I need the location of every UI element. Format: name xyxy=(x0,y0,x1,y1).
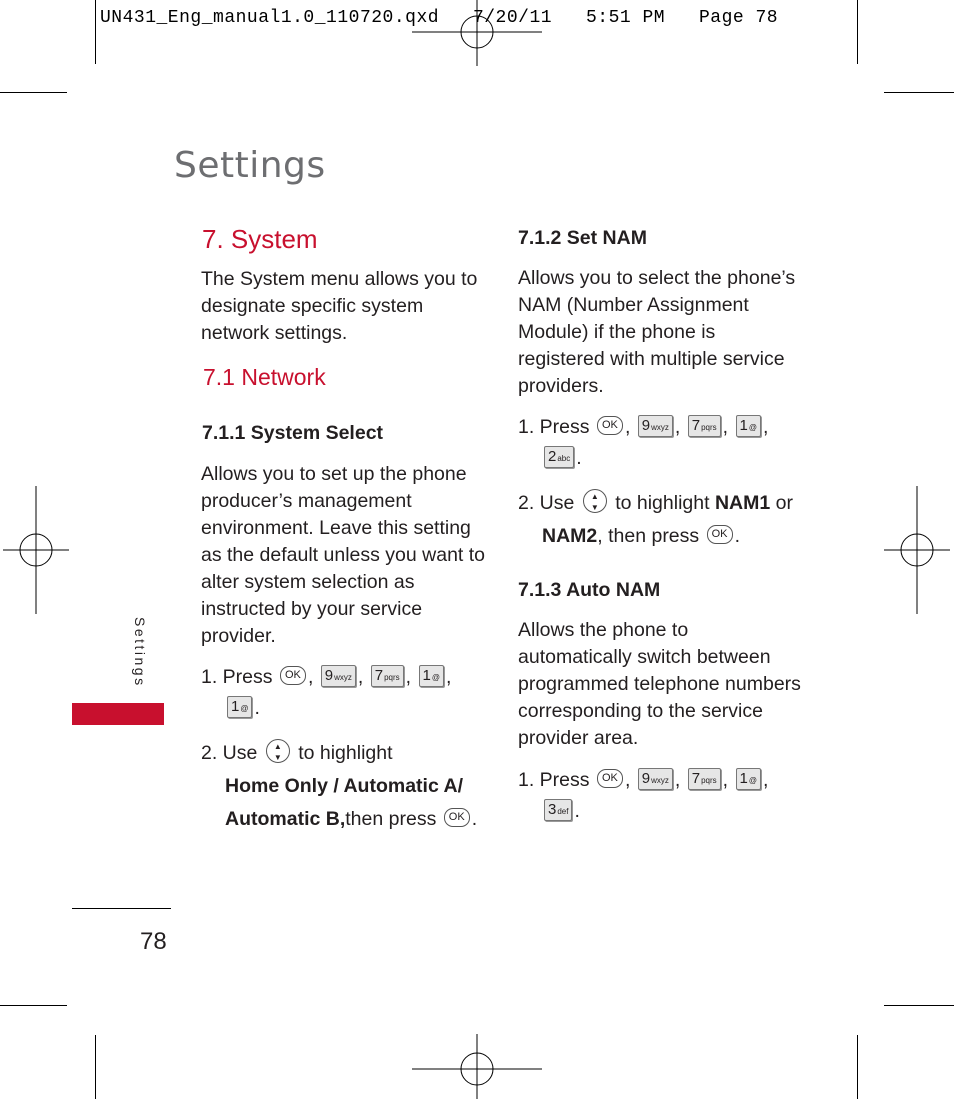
registration-mark-bottom xyxy=(412,1034,542,1099)
text-line: automatically switch between xyxy=(518,646,771,668)
text-line: Module) if the phone is xyxy=(518,321,716,343)
key-2-icon: 2abc xyxy=(544,446,574,468)
crop-mark xyxy=(95,1035,96,1099)
text-line: Allows you to select the phone’s xyxy=(518,267,796,289)
text-line: registered with multiple service xyxy=(518,348,785,370)
crop-mark xyxy=(857,0,858,64)
step-label: 2. Use xyxy=(518,492,575,514)
nav-key-icon: ▲ ▼ xyxy=(583,489,607,513)
text-line: network settings. xyxy=(201,322,348,344)
key-9-icon: 9wxyz xyxy=(321,665,356,687)
text-line: Allows you to set up the phone xyxy=(201,463,467,485)
set-nam-step-2: 2. Use ▲ ▼ to highlight NAM1 or NAM2, then press OK . xyxy=(518,490,818,550)
ok-key-icon: OK xyxy=(597,769,623,788)
footer-rule xyxy=(72,908,171,909)
auto-nam-body xyxy=(518,617,818,752)
registration-mark-left xyxy=(3,486,69,614)
ok-key-icon: OK xyxy=(597,416,623,435)
key-1-icon: 1@ xyxy=(419,665,444,687)
crop-mark xyxy=(95,0,96,64)
key-7-icon: 7pqrs xyxy=(371,665,404,687)
step-options: Automatic B, xyxy=(225,808,346,830)
crop-mark xyxy=(884,1005,954,1006)
system-select-step-2: 2. Use ▲ ▼ to highlight Home Only / Automatic A/ Automatic B,then press OK . xyxy=(201,740,491,833)
crop-mark xyxy=(884,92,954,93)
registration-mark-right xyxy=(884,486,950,614)
side-tab-marker xyxy=(72,703,164,725)
side-tab-label: Settings xyxy=(132,617,148,688)
key-3-icon: 3def xyxy=(544,799,572,821)
key-1-icon: 1@ xyxy=(736,768,761,790)
text-line: instructed by your service xyxy=(201,598,423,620)
set-nam-body xyxy=(518,265,818,400)
key-7-icon: 7pqrs xyxy=(688,415,721,437)
step-options: Home Only / Automatic A/ xyxy=(225,775,463,797)
crop-mark xyxy=(857,1035,858,1099)
ok-key-icon: OK xyxy=(707,525,733,544)
step-text: or xyxy=(775,492,793,514)
key-9-icon: 9wxyz xyxy=(638,768,673,790)
text-line: producer’s management xyxy=(201,490,412,512)
auto-nam-step-1: 1. Press OK , 9wxyz , 7pqrs , 1@ , 3def . xyxy=(518,769,769,822)
ok-key-icon: OK xyxy=(444,808,470,827)
section-title: 7. System xyxy=(202,224,318,254)
system-select-step-1: 1. Press OK , 9wxyz , 7pqrs , 1@ , 1@ . xyxy=(201,666,452,719)
step-option: NAM1 xyxy=(714,492,771,514)
step-label: 1. Press xyxy=(518,769,590,791)
text-line: as the default unless you want to xyxy=(201,544,486,566)
crop-mark xyxy=(0,92,67,93)
system-select-title: 7.1.1 System Select xyxy=(202,422,384,444)
crop-mark xyxy=(0,1005,67,1006)
page-number: 78 xyxy=(140,928,167,955)
page-heading: Settings xyxy=(174,145,326,186)
auto-nam-title: 7.1.3 Auto NAM xyxy=(518,579,661,601)
text-line: corresponding to the service xyxy=(518,700,763,722)
step-text: to highlight xyxy=(298,742,393,764)
text-line: NAM (Number Assignment xyxy=(518,294,749,316)
section-intro xyxy=(201,266,491,347)
step-label: 1. Press xyxy=(201,666,273,688)
step-label: 1. Press xyxy=(518,416,590,438)
step-text: then press xyxy=(345,808,437,830)
subsection-title: 7.1 Network xyxy=(203,364,326,390)
text-line: programmed telephone numbers xyxy=(518,673,801,695)
step-label: 2. Use xyxy=(201,742,258,764)
text-line: environment. Leave this setting xyxy=(201,517,471,539)
set-nam-step-1: 1. Press OK , 9wxyz , 7pqrs , 1@ , 2abc . xyxy=(518,416,769,469)
nav-key-icon: ▲ ▼ xyxy=(266,739,290,763)
text-line: The System menu allows you to xyxy=(201,268,478,290)
step-option: NAM2 xyxy=(542,525,598,547)
text-line: providers. xyxy=(518,375,604,397)
key-1-icon: 1@ xyxy=(227,696,252,718)
key-1-icon: 1@ xyxy=(736,415,761,437)
step-text: to highlight xyxy=(615,492,710,514)
text-line: alter system selection as xyxy=(201,571,415,593)
text-line: provider. xyxy=(201,625,276,647)
ok-key-icon: OK xyxy=(280,666,306,685)
system-select-body xyxy=(201,461,491,650)
key-7-icon: 7pqrs xyxy=(688,768,721,790)
key-9-icon: 9wxyz xyxy=(638,415,673,437)
text-line: Allows the phone to xyxy=(518,619,689,641)
print-slug: UN431_Eng_manual1.0_110720.qxd 7/20/11 5:51 PM Page 78 xyxy=(100,8,779,28)
text-line: provider area. xyxy=(518,727,639,749)
text-line: designate specific system xyxy=(201,295,424,317)
set-nam-title: 7.1.2 Set NAM xyxy=(518,227,647,249)
step-text: , then press xyxy=(597,525,700,547)
